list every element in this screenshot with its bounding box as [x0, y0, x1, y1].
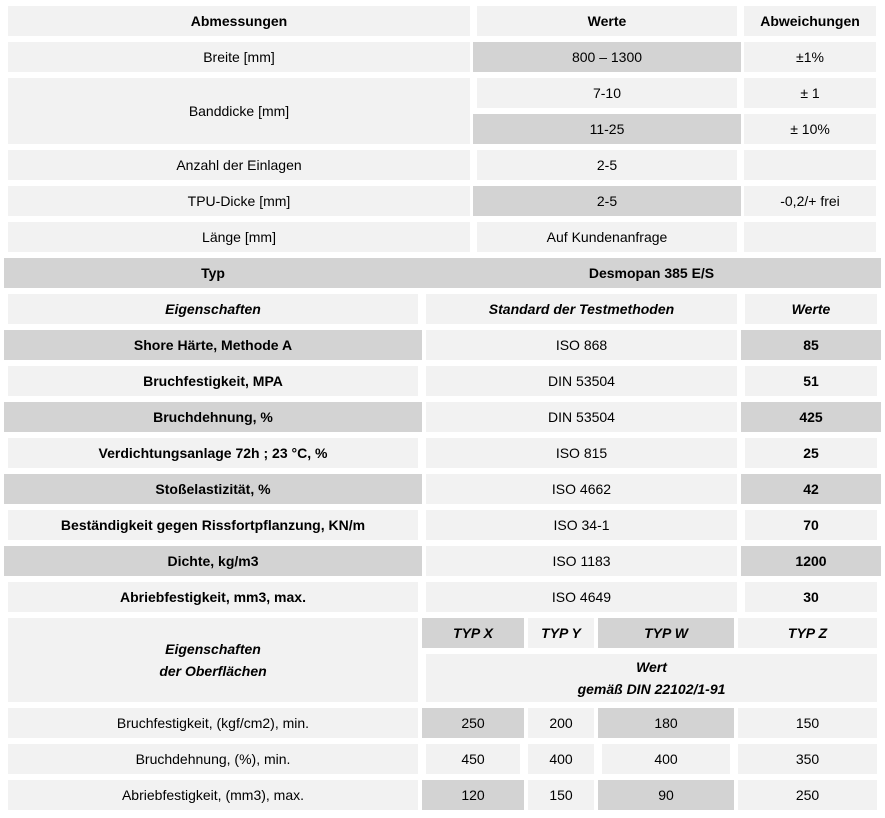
prop-standard-abriebfestigkeit: ISO 4649 [426, 582, 737, 612]
banddicke-value-2: 11-25 [473, 114, 741, 144]
wert-din-cell [426, 654, 877, 702]
surface-row-bruchdehnung-label: Bruchdehnung, (%), min. [8, 744, 418, 774]
surface-bruchfestigkeit-typy: 200 [528, 708, 594, 738]
type-header-w: TYP W [598, 618, 734, 648]
type-header-y: TYP Y [528, 618, 594, 648]
prop-standard-bestaendigkeit: ISO 34-1 [426, 510, 737, 540]
einlagen-value: 2-5 [477, 150, 737, 180]
surface-bruchfestigkeit-typw: 180 [598, 708, 734, 738]
surface-bruchdehnung-typw: 400 [602, 744, 730, 774]
surfaces-label-line2: der Oberflächen [159, 663, 267, 679]
surface-bruchdehnung-typy: 400 [528, 744, 594, 774]
dimensions-table [8, 6, 877, 252]
prop-label-bruchfestigkeit: Bruchfestigkeit, MPA [8, 366, 418, 396]
type-header-x: TYP X [422, 618, 524, 648]
tpu-value: 2-5 [473, 186, 741, 216]
breite-label: Breite [mm] [8, 42, 470, 72]
properties-table [8, 258, 877, 612]
prop-value-bruchdehnung: 425 [741, 402, 881, 432]
prop-label-dichte: Dichte, kg/m3 [4, 546, 422, 576]
prop-value-verdichtungsanlage: 25 [745, 438, 877, 468]
prop-standard-dichte: ISO 1183 [426, 546, 737, 576]
prop-label-stosselastizitaet: Stoßelastizität, % [4, 474, 422, 504]
laenge-value: Auf Kundenanfrage [477, 222, 737, 252]
einlagen-label: Anzahl der Einlagen [8, 150, 470, 180]
prop-value-dichte: 1200 [741, 546, 881, 576]
type-header-z: TYP Z [738, 618, 877, 648]
surface-abriebfestigkeit-typy: 150 [528, 780, 594, 810]
surface-row-bruchfestigkeit-label: Bruchfestigkeit, (kgf/cm2), min. [8, 708, 418, 738]
surface-bruchfestigkeit-typx: 250 [422, 708, 524, 738]
prop-label-bestaendigkeit: Beständigkeit gegen Rissfortpflanzung, KN/m [8, 510, 418, 540]
prop-standard-shore-haerte: ISO 868 [426, 330, 737, 360]
prop-header-eigenschaften: Eigenschaften [8, 294, 418, 324]
tpu-deviation: -0,2/+ frei [744, 186, 876, 216]
laenge-label: Länge [mm] [8, 222, 470, 252]
dim-header-abmessungen: Abmessungen [8, 6, 470, 36]
prop-value-shore-haerte: 85 [741, 330, 881, 360]
prop-value-abriebfestigkeit: 30 [745, 582, 877, 612]
wert-din-line1: Wert [636, 659, 667, 675]
surface-abriebfestigkeit-typw: 90 [598, 780, 734, 810]
breite-value: 800 – 1300 [473, 42, 741, 72]
surfaces-label-line1: Eigenschaften [165, 641, 261, 657]
tpu-label: TPU-Dicke [mm] [8, 186, 470, 216]
surface-bruchdehnung-typz: 350 [738, 744, 877, 774]
banddicke-value-1: 7-10 [477, 78, 737, 108]
prop-value-bruchfestigkeit: 51 [745, 366, 877, 396]
dim-header-werte: Werte [477, 6, 737, 36]
banddicke-deviation-2: ± 10% [744, 114, 876, 144]
prop-standard-verdichtungsanlage: ISO 815 [426, 438, 737, 468]
prop-label-shore-haerte: Shore Härte, Methode A [4, 330, 422, 360]
surface-abriebfestigkeit-typx: 120 [422, 780, 524, 810]
prop-label-verdichtungsanlage: Verdichtungsanlage 72h ; 23 °C, % [8, 438, 418, 468]
banddicke-label: Banddicke [mm] [8, 78, 470, 144]
surface-bruchdehnung-typx: 450 [426, 744, 520, 774]
prop-label-abriebfestigkeit: Abriebfestigkeit, mm3, max. [8, 582, 418, 612]
surface-bruchfestigkeit-typz: 150 [738, 708, 877, 738]
surfaces-label [8, 618, 418, 702]
wert-din-line2: gemäß DIN 22102/1-91 [577, 681, 726, 697]
prop-value-stosselastizitaet: 42 [741, 474, 881, 504]
surface-row-abriebfestigkeit-label: Abriebfestigkeit, (mm3), max. [8, 780, 418, 810]
banddicke-deviation-1: ± 1 [744, 78, 876, 108]
prop-standard-stosselastizitaet: ISO 4662 [426, 474, 737, 504]
prop-value-bestaendigkeit: 70 [745, 510, 877, 540]
laenge-deviation [744, 222, 876, 252]
einlagen-deviation [744, 150, 876, 180]
prop-standard-bruchdehnung: DIN 53504 [426, 402, 737, 432]
prop-standard-bruchfestigkeit: DIN 53504 [426, 366, 737, 396]
surfaces-table [8, 618, 877, 810]
breite-deviation: ±1% [744, 42, 876, 72]
prop-label-bruchdehnung: Bruchdehnung, % [4, 402, 422, 432]
prop-header-standard: Standard der Testmethoden [426, 294, 737, 324]
surface-abriebfestigkeit-typz: 250 [738, 780, 877, 810]
typ-value: Desmopan 385 E/S [422, 258, 881, 288]
typ-label: Typ [4, 258, 422, 288]
prop-header-werte: Werte [745, 294, 877, 324]
dim-header-abweichungen: Abweichungen [744, 6, 876, 36]
